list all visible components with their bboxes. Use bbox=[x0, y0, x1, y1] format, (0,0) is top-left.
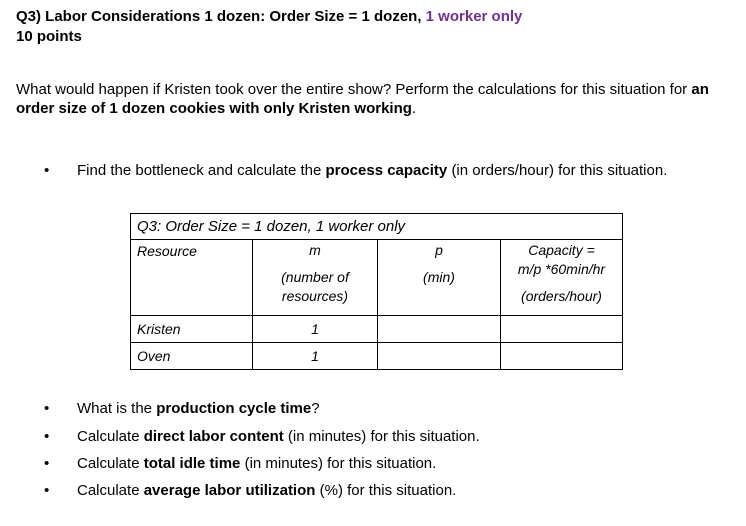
bullet-text-bold: process capacity bbox=[325, 162, 448, 179]
bullet-text-pre: Calculate bbox=[77, 428, 140, 445]
cell-m: 1 bbox=[253, 316, 378, 343]
bullet-text-bold: total idle time bbox=[143, 455, 241, 472]
bullet-text-pre: Find the bottleneck and calculate the bbox=[77, 162, 322, 179]
header-capacity-1: Capacity = bbox=[528, 242, 595, 258]
bullet-text-pre: Calculate bbox=[77, 482, 140, 499]
header-m-desc-1: (number of bbox=[281, 269, 349, 285]
header-capacity-3: (orders/hour) bbox=[521, 288, 602, 304]
cell-capacity[interactable] bbox=[501, 316, 623, 343]
intro-paragraph bbox=[16, 80, 736, 118]
header-p bbox=[378, 240, 501, 316]
bullet-text-pre: Calculate bbox=[77, 455, 140, 472]
cell-p[interactable] bbox=[378, 316, 501, 343]
header-m-desc-2: resources) bbox=[281, 288, 349, 304]
capacity-table bbox=[130, 213, 623, 370]
bullet-text-post: (in minutes) for this situation. bbox=[287, 428, 480, 445]
bullet-dot: • bbox=[44, 162, 50, 179]
bullet-dot: • bbox=[44, 455, 50, 472]
cell-m: 1 bbox=[253, 343, 378, 370]
intro-text: What would happen if Kristen took over the entire show? Perform the calculations for this situation for bbox=[16, 81, 688, 98]
header-p-symbol: p bbox=[435, 242, 443, 258]
header-p-unit: (min) bbox=[423, 269, 455, 285]
bullet-text-pre: What is the bbox=[77, 400, 153, 417]
question-title bbox=[16, 7, 522, 27]
header-m bbox=[253, 240, 378, 316]
header-resource: Resource bbox=[131, 240, 253, 316]
table-row-kristen bbox=[131, 316, 623, 343]
bullet-dot: • bbox=[44, 400, 50, 417]
question-title-main: Q3) Labor Considerations 1 dozen: Order Size = 1 dozen, bbox=[16, 8, 422, 25]
question-points: 10 points bbox=[16, 28, 82, 45]
bullet-text bbox=[77, 454, 436, 474]
table-row-oven bbox=[131, 343, 623, 370]
intro-end: . bbox=[411, 100, 417, 117]
bullet-text-post: (%) for this situation. bbox=[319, 482, 457, 499]
bullet-text-post: (in orders/hour) for this situation. bbox=[451, 162, 668, 179]
cell-p[interactable] bbox=[378, 343, 501, 370]
bullet-text bbox=[77, 161, 667, 181]
bullet-dot: • bbox=[44, 482, 50, 499]
intro-bold-text: an order size of 1 dozen cookies with only Kristen working bbox=[16, 81, 709, 117]
cell-resource: Kristen bbox=[131, 316, 253, 343]
header-m-symbol: m bbox=[309, 242, 321, 258]
bullet-text bbox=[77, 399, 320, 419]
cell-capacity[interactable] bbox=[501, 343, 623, 370]
header-capacity-2: m/p *60min/hr bbox=[517, 261, 606, 277]
bullet-text-bold: production cycle time bbox=[156, 400, 312, 417]
bullet-dot: • bbox=[44, 428, 50, 445]
cell-resource: Oven bbox=[131, 343, 253, 370]
bullet-text-bold: direct labor content bbox=[143, 428, 284, 445]
bullet-text bbox=[77, 427, 480, 447]
bullet-text-post: ? bbox=[311, 400, 320, 417]
header-capacity bbox=[501, 240, 623, 316]
question-title-accent: 1 worker only bbox=[425, 8, 523, 25]
table-caption: Q3: Order Size = 1 dozen, 1 worker only bbox=[131, 214, 623, 240]
bullet-text-bold: average labor utilization bbox=[143, 482, 316, 499]
bullet-text-post: (in minutes) for this situation. bbox=[244, 455, 437, 472]
bullet-text bbox=[77, 481, 456, 501]
